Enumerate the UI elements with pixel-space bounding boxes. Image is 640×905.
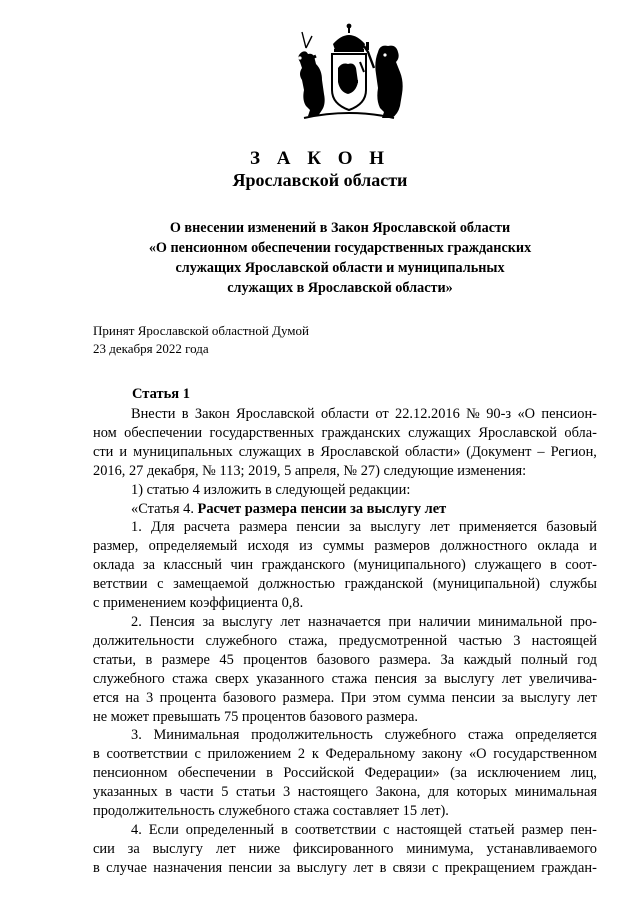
- article-body: [93, 405, 597, 878]
- body-line: 2016, 27 декабря, № 113; 2019, 5 апреля, № 27) следующие изменения:: [93, 462, 527, 479]
- law-name-line: О внесении изменений в Закон Ярославской области: [169, 220, 511, 236]
- body-line: не может превышать 75 процентов базового размера.: [93, 708, 418, 725]
- left-bear-icon: [298, 32, 324, 116]
- adoption-info: [93, 322, 309, 358]
- body-line: ном обеспечении государственных гражданских служащих Ярославской обла-: [93, 424, 597, 441]
- body-line: должительности служебного стажа, предусмотренной частью 3 настоящей: [93, 632, 597, 649]
- law-name-line: служащих Ярославской области и муниципальных: [175, 260, 505, 276]
- body-line: 4. Если определенный в соответствии с настоящей статьей размер пен-: [131, 821, 597, 838]
- shield-icon: [332, 54, 366, 110]
- body-line: продолжительность служебного стажа составляет 15 лет).: [93, 803, 449, 820]
- law-name-line: «О пенсионном обеспечении государственных гражданских: [148, 240, 532, 256]
- body-line: ветствии с замещаемой должностью гражданской (муниципальной) службы: [93, 576, 597, 593]
- coat-of-arms-emblem: [286, 22, 412, 122]
- body-line: 2. Пенсия за выслугу лет назначается при наличии минимальной про-: [131, 613, 597, 630]
- body-line: 1) статью 4 изложить в следующей редакции:: [131, 481, 411, 498]
- article4-prefix: «Статья 4.: [131, 500, 198, 517]
- body-line: [93, 500, 597, 519]
- body-line: пенсионном обеспечении в Российской Федерации» (за исключением лиц,: [93, 765, 597, 782]
- article-title: Статья 1: [132, 386, 190, 402]
- law-name-line: служащих в Ярославской области»: [227, 280, 453, 296]
- body-line: служебного стажа сверх указанного стажа пенсия за выслугу лет увеличива-: [93, 670, 597, 687]
- body-line: Внести в Закон Ярославской области от 22.12.2016 № 90-з «О пенсион-: [131, 406, 597, 422]
- body-line: в случае назначения пенсии за выслугу лет в связи с прекращением граждан-: [93, 859, 597, 876]
- document-type-title: З А К О Н: [249, 148, 391, 169]
- body-line: указанных в части 5 статьи 3 настоящего Закона, для которых минимальная: [93, 784, 597, 801]
- body-line: сии за выслугу лет ниже фиксированного минимума, устанавливаемого: [93, 840, 597, 857]
- region-subtitle: Ярославской области: [232, 170, 408, 190]
- body-line: 3. Минимальная продолжительность служебного стажа определяется: [131, 727, 597, 744]
- body-line: статьи, в размере 45 процентов базового размера. За каждый полный год: [93, 651, 597, 668]
- body-line: 1. Для расчета размера пенсии за выслугу лет применяется базовый: [131, 519, 597, 536]
- body-line: ется на 3 процента базового размера. При этом сумма пенсии за выслугу лет: [93, 689, 597, 706]
- adopted-by: Принят Ярославской областной Думой: [93, 323, 309, 338]
- adopted-date: 23 декабря 2022 года: [93, 341, 209, 356]
- body-line: сти и муниципальных служащих в Ярославской области» (Документ – Регион,: [93, 443, 597, 460]
- article4-heading: Расчет размера пенсии за выслугу лет: [197, 500, 447, 517]
- right-bear-icon: [364, 42, 403, 118]
- body-line: в соответствии с приложением 2 к Федеральному закону «О государственном: [93, 746, 597, 763]
- law-name: [110, 218, 570, 298]
- crown-icon: [333, 24, 365, 52]
- body-line: оклада за классный чин гражданского (муниципального) служащего в соот-: [93, 557, 597, 574]
- body-line: размер, определяемый исходя из суммы размеров должностного оклада и: [93, 538, 597, 555]
- body-line: с применением коэффициента 0,8.: [93, 595, 304, 612]
